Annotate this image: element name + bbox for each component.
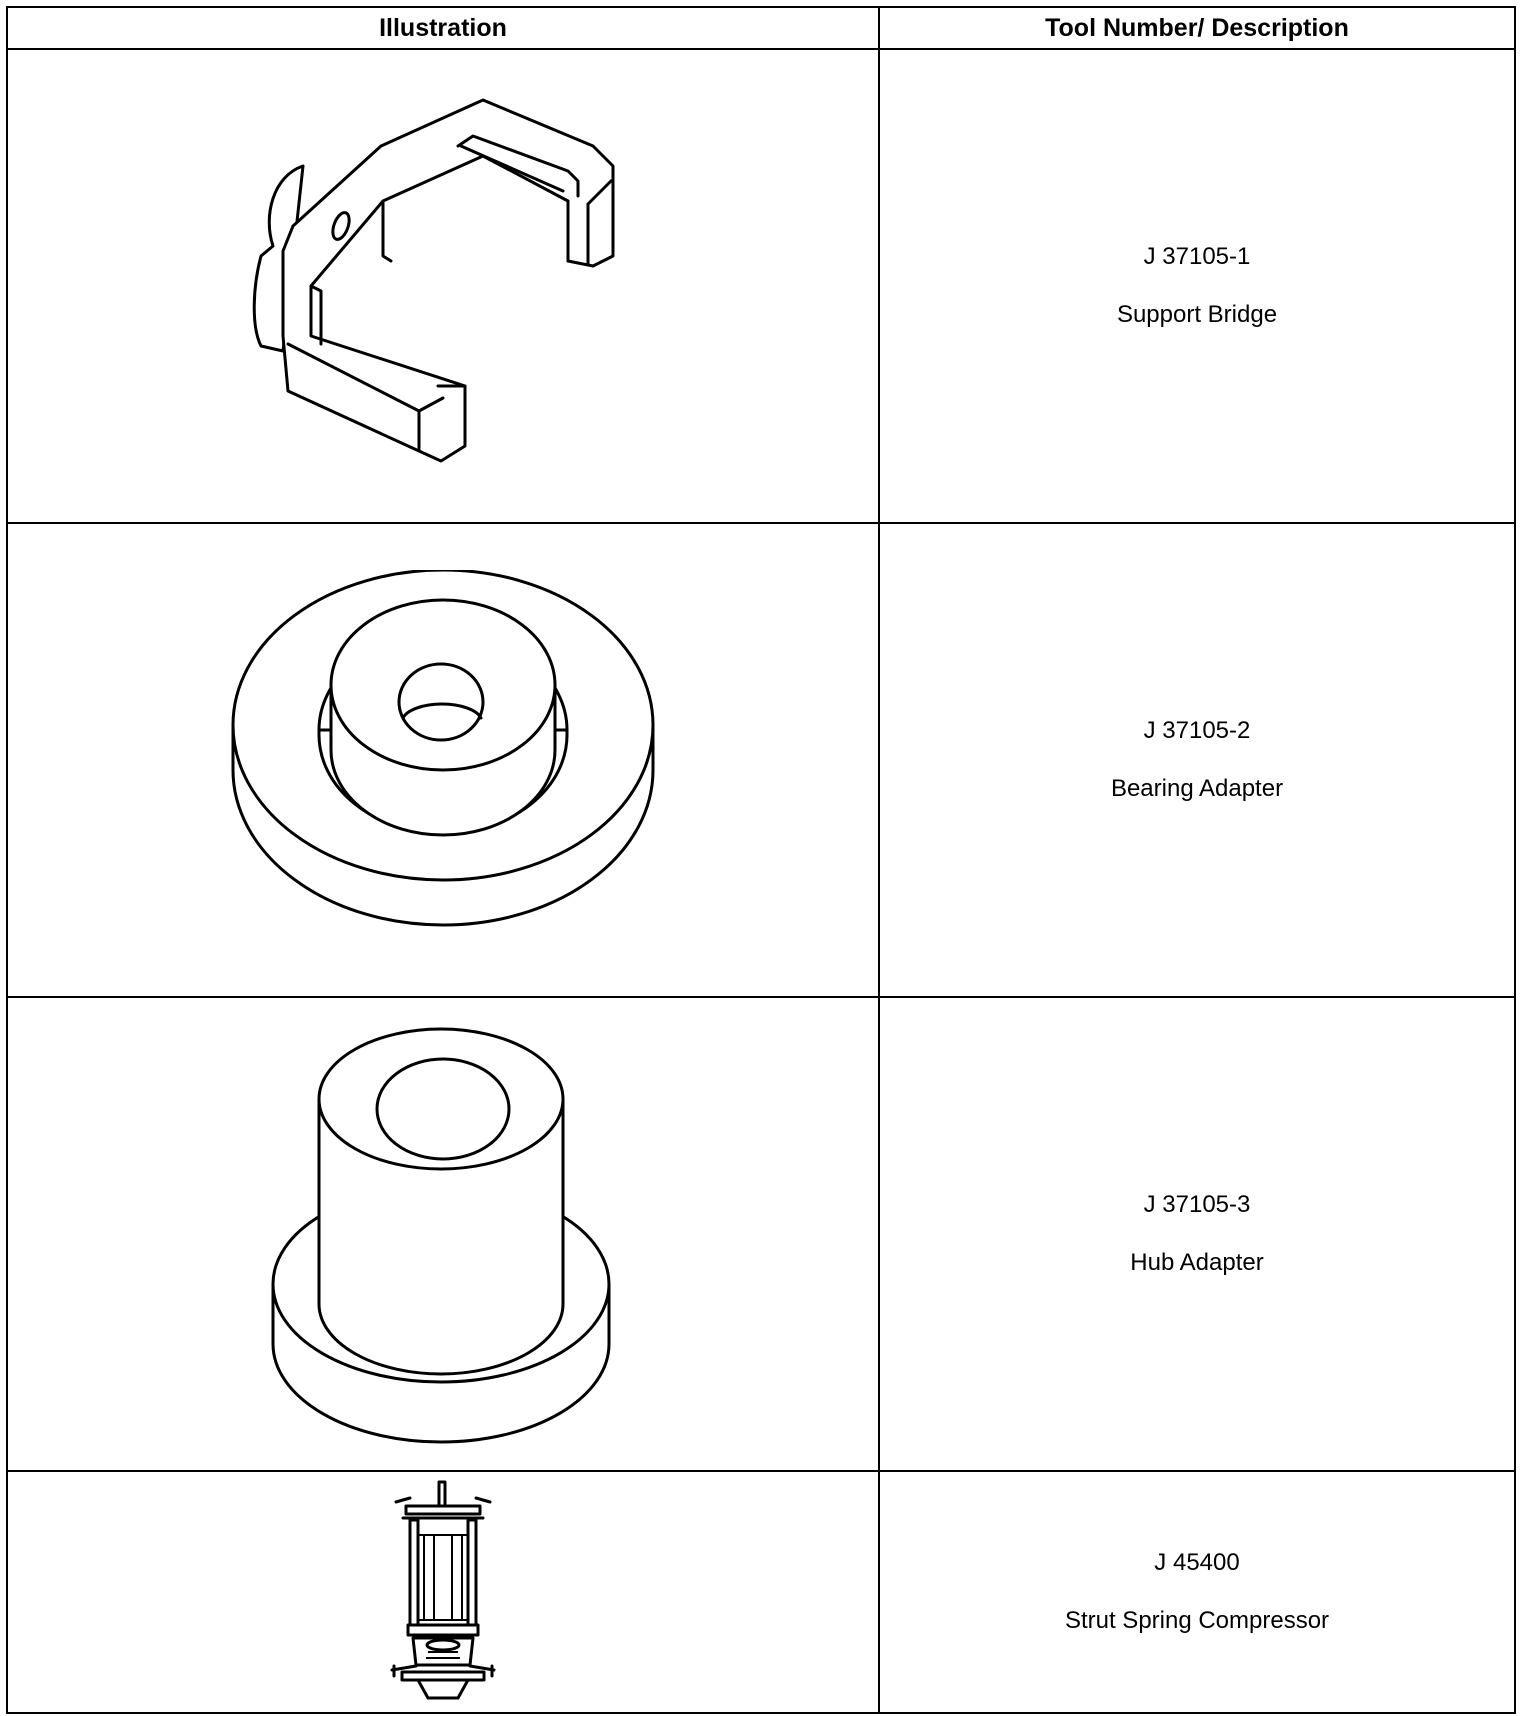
illustration-cell [7,523,879,997]
tool-description-cell [879,1471,1515,1713]
table-row [7,997,1515,1471]
tool-name: Hub Adapter [1130,1249,1264,1276]
tool-number: J 37105-1 [1143,243,1251,270]
bearing-adapter-icon [223,570,663,950]
tool-description-cell [879,997,1515,1471]
header-tool-number: Tool Number/ Description [879,7,1515,49]
tool-table [6,6,1516,1714]
tool-number: J 37105-3 [1143,1191,1251,1218]
illustration-cell [7,1471,879,1713]
table-row [7,523,1515,997]
illustration-cell [7,49,879,523]
support-bridge-icon [233,86,653,486]
strut-spring-compressor-icon [388,1480,498,1705]
tool-description-cell [879,49,1515,523]
tool-description-cell [879,523,1515,997]
tool-number: J 45400 [1154,1549,1240,1576]
tool-name: Support Bridge [1116,301,1278,328]
table-row [7,1471,1515,1713]
tool-number: J 37105-2 [1143,717,1251,744]
header-row [7,7,1515,49]
table-row [7,49,1515,523]
tool-name: Strut Spring Compressor [1064,1607,1330,1634]
illustration-cell [7,997,879,1471]
tool-name: Bearing Adapter [1110,775,1284,802]
header-illustration: Illustration [7,7,879,49]
hub-adapter-icon [263,1024,623,1444]
